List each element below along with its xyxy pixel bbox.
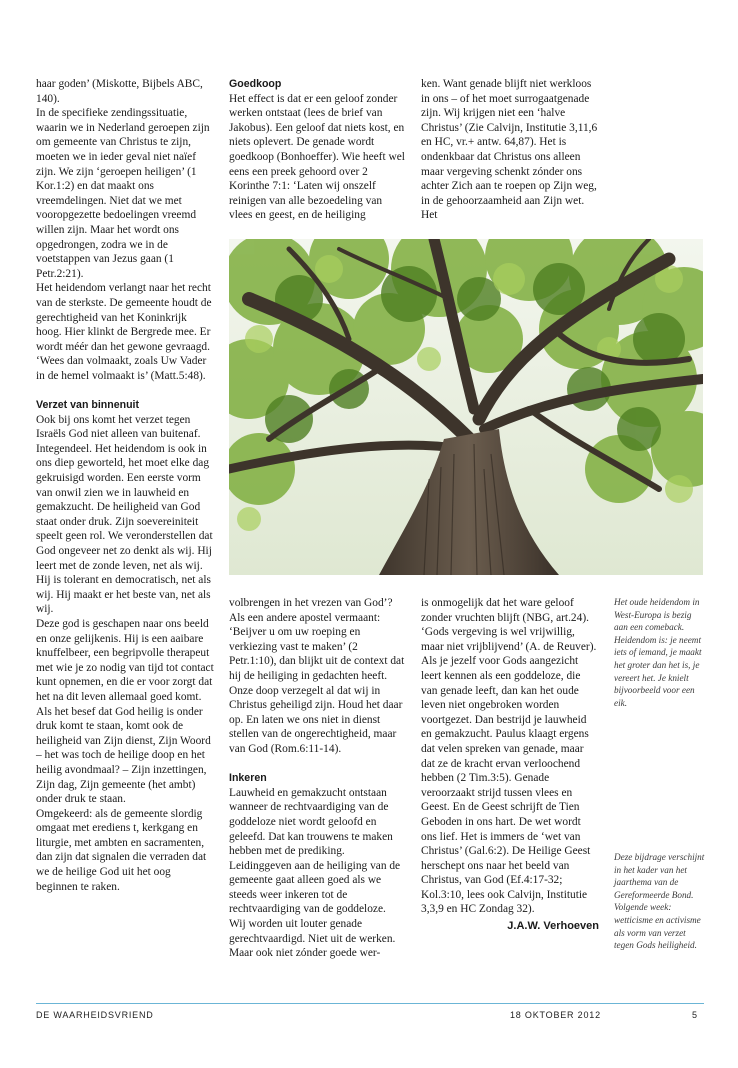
article-column-3-bottom	[421, 596, 599, 934]
footer-divider	[36, 1003, 704, 1004]
paragraph: Wij worden uit louter genade gerechtvaardigd. Niet uit de werken. Maar ook niet zónder goede wer-	[229, 918, 396, 960]
paragraph: Het effect is dat er een geloof zonder werken ontstaat (lees de brief van Jakobus). Een geloof dat niets kost, en niets oplevert. De genade wordt goedkoop (Bonhoeffer). Wie heeft wel eens een preek gehoord over 2 Korinthe 7:1: ‘Laten wij onszelf reinigen van alle bezoedeling van vlees en geest, en de heiliging	[229, 92, 405, 222]
paragraph: haar goden’ (Miskotte, Bijbels ABC, 140).	[36, 78, 203, 105]
paragraph: Als je jezelf voor Gods aangezicht leert kennen als een goddeloze, die van genade leeft, dan kan het oude leven niet ongebroken worden voortgezet. Dan bestrijd je lauwheid en gemakzucht. Paulus klaagt ergens dat velen spreken van genade, maar dat ze de kracht ervan verloochend hebben (2 Tim.3:5). Genade veroorzaakt strijd tussen vlees en Geest. En de Geest schrijft de Tien Geboden in ons hart. De wet wordt ons lief. Het is immers de ‘wet van Christus’ (Gal.6:2). De Heilige Geest herschept ons naar het beeld van Christus, van God (Ef.4:17-32; Kol.3:10, lees ook Calvijn, Institutie 3,3,9 en HC Zondag 32).	[421, 655, 591, 916]
paragraph: Het heidendom verlangt naar het recht van de sterkste. De gemeente houdt de gerechtigheid van het Koninkrijk hoog. Hier klinkt de Bergrede mee. Er wordt méér dan het gewone gevraagd. ‘Wees dan volmaakt, zoals Uw Vader in de hemel volmaakt is’ (Matt.5:48).	[36, 282, 212, 382]
issue-date: 18 OKTOBER 2012	[510, 1010, 601, 1020]
series-note: Deze bijdrage verschijnt in het kader van het jaarthema van de Gereformeerde Bond. Volgende week: wetticisme en activisme als vorm van verzet tegen Gods heiligheid.	[614, 852, 705, 951]
article-column-1	[36, 77, 214, 894]
paragraph: ken. Want genade blijft niet werkloos in ons – of het moet surrogaatgenade zijn. Wij krijgen niet een ‘halve Christus’ (Zie Calvijn, Institutie 3,11,6 en HC, vr.+ antw. 64,87). Het is ondenkbaar dat Christus ons alleen maar vergeving schenkt zónder ons achter Zich aan te roepen op Zijn weg, in de gehoorzaamheid aan Zijn wet. Het	[421, 78, 598, 222]
page-number: 5	[692, 1010, 698, 1020]
article-column-2-bottom	[229, 596, 407, 961]
photo-caption: Het oude heidendom in West-Europa is bezig aan een comeback. Heidendom is: je neemt iets of iemand, je maakt het groter dan het is, je vereert het. Je knielt bijvoorbeeld voor een eik.	[614, 597, 702, 708]
paragraph: In de specifieke zendingssituatie, waarin we in Nederland geroepen zijn om gemeente van Christus te zijn, moeten we in ieder geval niet naïef zijn. We zijn ‘geroepen heiligen’ (1 Kor.1:2) en dat maakt ons vreemdelingen. Niet dat we met vooropgezette bedoelingen vreemd willen zijn. Maar het wordt ons opgedrongen, zodra we in de voetstappen van Jezus gaan (1 Petr.2:21).	[36, 107, 210, 280]
paragraph: is onmogelijk dat het ware geloof zonder vruchten blijft (NBG, art.24). ‘Gods vergeving is wel vrijwillig, maar niet vrijblijvend’ (A. de Reuver).	[421, 597, 597, 653]
paragraph: Lauwheid en gemakzucht ontstaan wanneer de rechtvaardiging van de goddeloze niet wordt geloofd en geleefd. Dat kan trouwens te maken hebben met de prediking. Leidinggeven aan de heiliging van de gemeente gaat alleen goed als we steeds weer inkeren tot de rechtvaardiging van de goddeloze.	[229, 786, 401, 916]
paragraph: volbrengen in het vrezen van God’? Als een andere apostel vermaant: ‘Beijver u om uw roeping en verkiezing vast te maken’ (2 Petr.1:10), dan blijkt uit de context dat hij de heiliging in gedachten heeft. Onze doop verzegelt al dat wij in Christus geheiligd zijn. Houd het daar op. En laten we ons niet in dienst stellen van de ongerechtigheid, maar van God (Rom.6:11-14).	[229, 597, 405, 755]
oak-tree-photo	[229, 239, 703, 575]
section-heading-inkeren: Inkeren	[229, 772, 267, 785]
paragraph: Deze god is geschapen naar ons beeld en onze gelijkenis. Hij is een aaibare knuffelbeer, een begripvolle therapeut met wie je zo nodig van tijd tot contact kunt opnemen, en die er voor zorgt dat het na dit leven allemaal goed komt.	[36, 617, 214, 703]
section-heading-goedkoop: Goedkoop	[229, 78, 282, 90]
article-column-3-top	[421, 77, 599, 223]
tree-illustration	[229, 239, 703, 575]
paragraph: Omgekeerd: als de gemeente slordig omgaat met erediens t, kerkgang en liturgie, met ambten en sacramenten, dan zijn dat signalen die verraden dat we de heilige God uit het oog beginnen te raken.	[36, 807, 207, 893]
magazine-name: DE WAARHEIDSVRIEND	[36, 1010, 154, 1020]
section-heading-verzet: Verzet van binnenuit	[36, 399, 140, 412]
author-signature: J.A.W. Verhoeven	[507, 920, 599, 933]
paragraph: Als het besef dat God heilig is onder druk komt te staan, komt ook de heiligheid van Zijn dienst, Zijn Woord – het was toch de heilige doop en het heilig avondmaal? – Zijn inzettingen, Zijn dag, Zijn gemeente (het ambt) onder druk te staan.	[36, 705, 211, 806]
article-column-2-top	[229, 77, 407, 223]
paragraph: Ook bij ons komt het verzet tegen Israëls God niet alleen van buitenaf. Integendeel. Het heidendom is ook in ons diep geworteld, het moet elke dag gekruisigd worden. Een eerste vorm van onwil zien we in lauwheid en gemakzucht. De heiligheid van God staat onder druk. Zijn soevereiniteit speelt geen rol. We veronderstellen dat God ongeveer net zo denkt als wij. Hij leert met de zonde leven, net als wij. Hij is tolerant en democratisch, net als wij. Hij maakt er het beste van, net als wij.	[36, 413, 213, 616]
